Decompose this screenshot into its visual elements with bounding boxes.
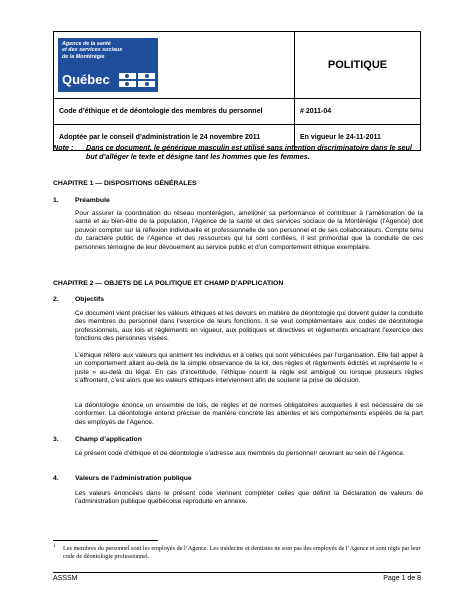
doc-number: # 2011-04 [295,99,421,125]
logo-province: Québec [62,72,110,87]
footnote-text: Les membres du personnel sont les employés de l’Agence. Les médecins et dentistes ne sont pas des employés de l’Agence et sont régis par leur code de déontologie professionnel. [63,545,421,561]
footer-org: ASSSM [53,575,78,582]
section-2-paragraph-2: L’éthique réfère aux valeurs qui animent les individus et à celles qui sont véhiculées par l’organisation. Elle fait appel à un comportement allant au-delà de la simple observance de la loi, des règles et règlements édictés et représente le « juste » au-delà du légal. En cas d’incertitude, l’éthique nourrit la règle est ambiguë ou lorsque plusieurs règles s’affrontent, c’est alors que les valeurs éthiques interviennent afin de soutenir la prise de décision. [75,352,423,385]
doc-title: Code d’éthique et de déontologie des membres du personnel [54,99,295,125]
header-table [53,31,421,151]
agency-logo [58,38,158,92]
section-1-paragraph: Pour assurer la coordination du réseau montérégien, améliorer sa performance et contribuer à l’amélioration de la santé et au bien-être de la population, l’Agence de la santé et des services sociaux de la Montérégie (l’Agence) doit pouvoir compter sur la réflexion individuelle et professionnelle de son personnel et de ses collaborateurs. Compte tenu du caractère public de l’Agence et des ressources qui lui sont confiées, il est primordial que la conduite de ces personnes témoigne de leur dévouement au service public et d’un comportement éthique exemplaire. [75,210,423,251]
section-3-heading: 3. Champ d’application [53,436,142,443]
chapter-2-title: CHAPITRE 2 — OBJETS DE LA POLITIQUE ET CHAMP D’APPLICATION [53,280,284,287]
effective-date: En vigueur le 24-11-2011 [295,125,421,151]
section-2-paragraph-3: La déontologie énonce un ensemble de lois, de règles et de normes obligatoires auxquelles il est nécessaire de se conformer. La déontologie entend préciser de manière concrète les attentes et les comportements espérés de la part des employés de l’Agence. [75,402,423,426]
adoption-date: Adoptée par le conseil d’administration le 24 novembre 2011 [54,125,295,151]
section-3-paragraph: Le présent code d’éthique et de déontologie s’adresse aux membres du personnel¹ œuvrant au sein de l’Agence. [75,450,405,457]
note-label: Note : [53,143,74,152]
section-4-paragraph: Les valeurs énoncées dans le présent code viennent compléter celles que définit la Déclaration de valeurs de l’administration publique québécoise reproduite en annexe. [75,490,423,506]
page-number: Page 1 de 8 [383,575,421,582]
section-2-paragraph-1: Ce document vient préciser les valeurs éthiques et les devoirs en matière de déontologie qui doivent guider la conduite des membres du personnel dans l’exercice de leurs fonctions. Il se veut complémentaire aux codes de déontologie professionnels, aux lois et règlements en vigueur, aux politiques et directives et règlements encadrant l’exercice des fonctions des personnes visées. [75,310,423,343]
chapter-1-title: CHAPITRE 1 — DISPOSITIONS GÉNÉRALES [53,180,197,187]
footer-separator [53,572,421,573]
logo-cell [54,32,295,99]
logo-agency-name: Agence de la santé et des services sociaux de la Montérégie [62,41,123,60]
section-2-heading: 2. Objectifs [53,296,105,303]
note-text: Dans ce document, le générique masculin est utilisé sans intention discriminatoire dans le seul but d’alléger le texte et désigne tant les hommes que les femmes. [86,143,412,161]
doc-type: POLITIQUE [295,32,421,99]
footnote-number: 1 [53,544,56,549]
fleurdelise-flag-icon [119,73,155,87]
section-1-heading: 1. Préambule [53,197,110,204]
footnote-separator [53,540,158,541]
section-4-heading: 4. Valeurs de l’administration publique [53,475,192,482]
